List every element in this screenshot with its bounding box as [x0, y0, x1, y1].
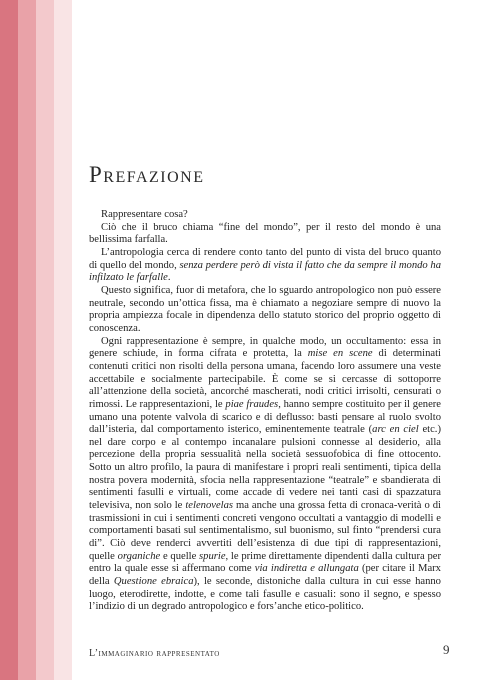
body-text: [89, 209, 441, 614]
paragraph: Rappresentare cosa?: [101, 209, 188, 220]
page-number: 9: [443, 642, 450, 657]
paragraph: Questo significa, fuor di metafora, che lo sguardo antropologico non può essere neutrale, secondo un’ottica fissa, ma è chiamato a negoziare sempre di nuovo la propria ampiezza focale in dipendenza dello statuto storico del proprio oggetto di conoscenza.: [89, 284, 441, 334]
paragraph: Ogni rappresentazione è sempre, in qualche modo, un occultamento: essa in genere schiude, in forma cifrata e protetta, la mise en scene di determinati contenuti critici non risolti della persona umana, facendo loro assumere una veste accettabile e socialmente partecipabile. È come se si cercasse di sottoporre all’attenzione della società, ancorché mascherati, nodi critici irrisolti, censurati o rimossi. Le rappresentazioni, le piae fraudes, hanno sempre costituito per il genere umano una potente valvola di scarico e di deflusso: basti pensare al ruolo svolto dall’isteria, dal comportamento isterico, eminentemente teatrale (arc en ciel etc.) nel dare corpo e al contempo incanalare pulsioni connesse al desiderio, alla percezione della propria sessualità nella società sessuofobica di fine ottocento. Sotto un altro profilo, la paura di manifestare i propri reali sentimenti, tipica della nostra povera modernità, sfocia nella rappresentazione “teatrale” e sbandierata di sentimenti fasulli e virtuali, come accade di vedere nei tanti casi di spazzatura televisiva, non solo le telenovelas ma anche una grossa fetta di cronaca-verità o di trasmissioni in cui i sentimenti concreti vengono occultati a vantaggio di modelli e comportamenti basati sul sentimentalismo, sul buonismo, sul finto “prendersi cura di”. Ciò deve renderci avvertiti dell’esistenza di due tipi di rappresentazioni, quelle organiche e quelle spurie, le prime direttamente dipendenti dalla cultura per entro la quale esse si affermano come via indiretta e allungata (per citare il Marx della Questione ebraica), le seconde, distoniche dalla cultura in cui esse hanno luogo, eterodirette, indotte, e come tali fasulle e casuali: sono il segno, e spesso l’indizio di un degrado antropologico e fors’anche etico-politico.: [89, 335, 441, 613]
margin-stripe-2: [18, 0, 36, 680]
paragraph: Ciò che il bruco chiama “fine del mondo”, per il resto del mondo è una bellissima farfalla.: [89, 221, 441, 246]
chapter-heading: Prefazione: [89, 162, 205, 187]
margin-stripe-3: [36, 0, 54, 680]
margin-stripe-1: [0, 0, 18, 680]
margin-stripe-4: [54, 0, 72, 680]
paragraph: L’antropologia cerca di rendere conto tanto del punto di vista del bruco quanto di quello del mondo, senza perdere però di vista il fatto che da sempre il mondo ha infilzato le farfalle.: [89, 246, 441, 284]
running-footer-title: L’immaginario rappresentato: [89, 648, 220, 659]
